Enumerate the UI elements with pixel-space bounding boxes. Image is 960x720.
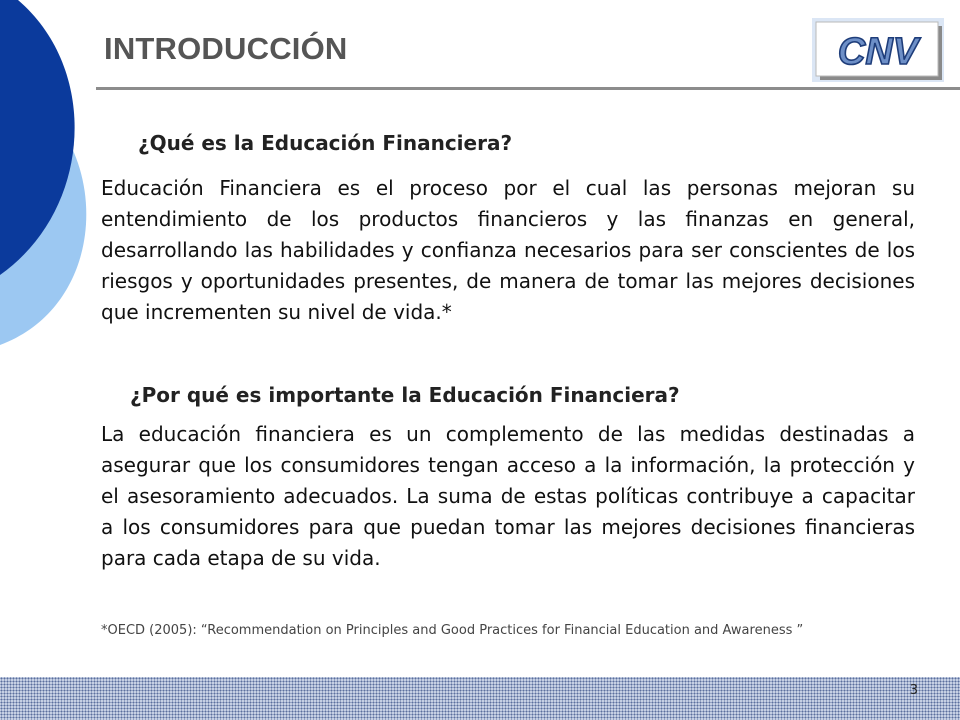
cnv-logo [812, 18, 944, 82]
section-heading-what-is: ¿Qué es la Educación Financiera? [138, 131, 513, 155]
section-heading-why-important: ¿Por qué es importante la Educación Financiera? [130, 383, 680, 407]
bottom-pattern-band [0, 677, 960, 720]
slide-title: INTRODUCCIÓN [104, 31, 348, 66]
definition-paragraph: Educación Financiera es el proceso por el cual las personas mejoran su entendimiento de los productos financieros y las finanzas en general, desarrollando las habilidades y confianza necesarios para ser conscientes de los riesgos y oportunidades presentes, de manera de tomar las mejores decisiones que incrementen su nivel de vida.* [101, 176, 915, 324]
cnv-logo-text: CNV [837, 31, 919, 73]
footnote-citation: *OECD (2005): “Recommendation on Principles and Good Practices for Financial Education and Awareness ” [101, 623, 804, 638]
slide-decoration-left [0, 0, 110, 360]
page-number: 3 [909, 683, 918, 698]
importance-paragraph: La educación financiera es un complemento de las medidas destinadas a asegurar que los consumidores tengan acceso a la información, la protección y el asesoramiento adecuados. La suma de estas políticas contribuye a capacitar a los consumidores para que puedan tomar las mejores decisiones financieras para cada etapa de su vida. [101, 422, 915, 570]
title-divider [96, 87, 960, 90]
